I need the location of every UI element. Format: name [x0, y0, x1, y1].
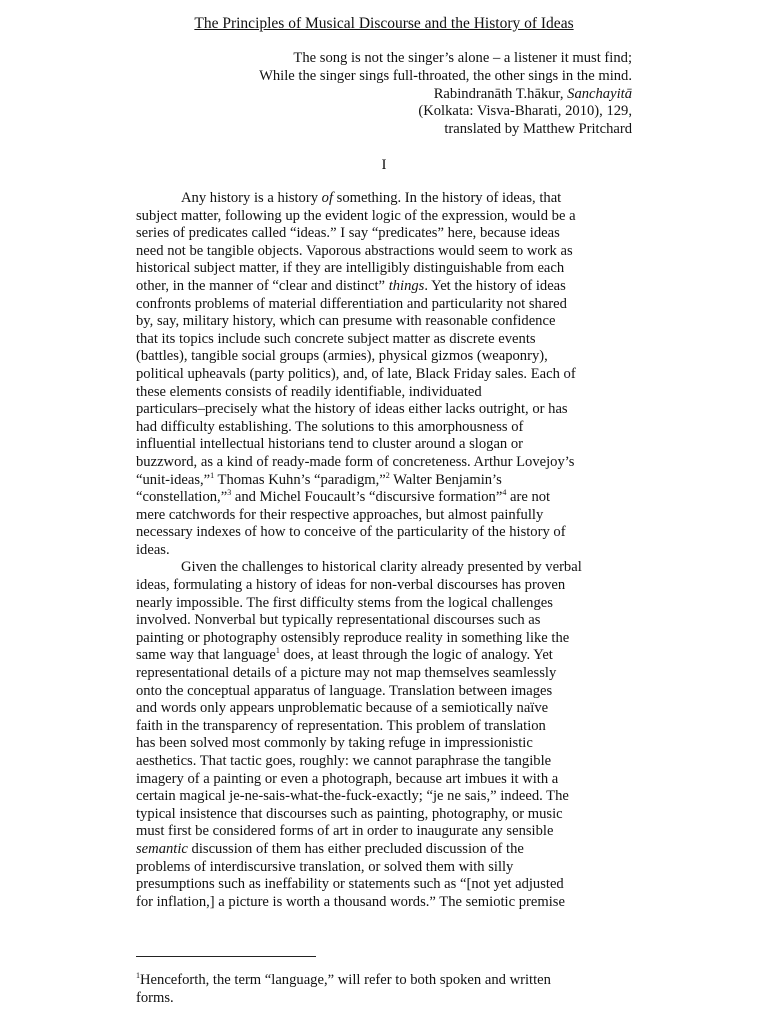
footnote	[136, 972, 636, 1007]
body-line: ideas.	[136, 541, 170, 558]
body-line: subject matter, following up the evident logic of the expression, would be a	[136, 207, 576, 224]
document-title: The Principles of Musical Discourse and the History of Ideas	[194, 15, 574, 32]
text-run: does, at least through the logic of analogy. Yet	[279, 647, 553, 664]
body-line: that its topics include such concrete subject matter as discrete events	[136, 330, 536, 347]
text-run: Any history is a history	[181, 190, 322, 206]
text-run: Thomas Kuhn’s “paradigm,”	[214, 471, 386, 488]
body-line: nearly impossible. The first difficulty stems from the logical challenges	[136, 594, 553, 611]
body-line	[136, 647, 636, 665]
text-run: something. In the history of ideas, that	[333, 190, 562, 206]
body-line: problems of interdiscursive translation, or solved them with silly	[136, 858, 514, 875]
body-line: faith in the transparency of representation. This problem of translation	[136, 717, 546, 734]
body-line: (battles), tangible social groups (armies), physical gizmos (weaponry),	[136, 348, 548, 365]
epigraph-line-1: The song is not the singer’s alone – a listener it must find;	[293, 50, 632, 66]
body-line	[136, 278, 636, 296]
body-line: need not be tangible objects. Vaporous abstractions would seem to work as	[136, 242, 573, 259]
epigraph-author: Rabindranāth T.hākur,	[433, 85, 568, 102]
body-line: had difficulty establishing. The solutions to this amorphousness of	[136, 418, 524, 435]
body-line: series of predicates called “ideas.” I say “predicates” here, because ideas	[136, 225, 560, 242]
body-line: by, say, military history, which can presume with reasonable confidence	[136, 313, 556, 330]
body-line	[136, 190, 636, 208]
italic-run: semantic	[136, 840, 188, 857]
body-line	[136, 841, 636, 859]
epigraph-work: Sanchayitā	[567, 85, 632, 102]
body-line: onto the conceptual apparatus of language. Translation between images	[136, 682, 553, 699]
footnote-separator	[136, 956, 316, 957]
body-line: necessary indexes of how to conceive of the particularity of the history of	[136, 524, 566, 541]
text-run: are not	[506, 489, 551, 506]
body-line: imagery of a painting or even a photograph, because art imbues it with a	[136, 770, 559, 787]
section-number: I	[381, 157, 387, 173]
body-line: painting or photography ostensibly reproduce reality in something like the	[136, 629, 570, 646]
text-run: Walter Benjamin’s	[389, 471, 502, 488]
body-line: involved. Nonverbal but typically representational discourses such as	[136, 612, 541, 629]
body-line	[136, 472, 636, 490]
body-text	[136, 190, 636, 911]
body-line: ideas, formulating a history of ideas for non-verbal discourses has proven	[136, 577, 566, 594]
body-line: Given the challenges to historical clarity already presented by verbal	[181, 559, 582, 576]
footnote-ref[interactable]: 2	[385, 470, 390, 480]
body-line: and words only appears unproblematic because of a semiotically naïve	[136, 700, 549, 717]
body-line: certain magical je-ne-sais-what-the-fuck-exactly; “je ne sais,” indeed. The	[136, 788, 569, 805]
text-run: “unit-ideas,”	[136, 471, 211, 488]
body-line	[136, 489, 636, 507]
footnote-ref[interactable]: 4	[502, 488, 507, 498]
footnote-ref[interactable]: 1	[210, 470, 215, 480]
text-run: discussion of them has either precluded discussion of the	[187, 840, 524, 857]
footnote-line-1	[136, 972, 636, 990]
body-line: mere catchwords for their respective approaches, but almost painfully	[136, 506, 544, 523]
text-run: . Yet the history of ideas	[424, 277, 566, 294]
footnote-marker: 1	[136, 971, 140, 981]
italic-run: things	[388, 277, 425, 294]
body-line: aesthetics. That tactic goes, roughly: we cannot paraphrase the tangible	[136, 753, 552, 769]
body-line: representational details of a picture may not map themselves seamlessly	[136, 665, 557, 682]
body-line: typical insistence that discourses such as painting, photography, or music	[136, 805, 563, 822]
text-run: other, in the manner of “clear and distinct”	[136, 277, 389, 294]
epigraph-attribution	[259, 86, 632, 104]
body-line: particulars–precisely what the history of ideas either lacks outright, or has	[136, 401, 568, 418]
body-line: confronts problems of material differentiation and particularity not shared	[136, 295, 567, 312]
body-line: for inflation,] a picture is worth a thousand words.” The semiotic premise	[136, 893, 565, 910]
text-run: and Michel Foucault’s “discursive formation”	[231, 489, 503, 506]
body-line: presumptions such as ineffability or statements such as “[not yet adjusted	[136, 876, 564, 893]
italic-run: of	[321, 190, 334, 206]
epigraph	[259, 50, 632, 139]
text-run: same way that language	[136, 647, 276, 664]
footnote-ref[interactable]: 1	[275, 646, 280, 656]
epigraph-publication: (Kolkata: Visva-Bharati, 2010), 129,	[418, 103, 632, 120]
footnote-text: Henceforth, the term “language,” will refer to both spoken and written	[140, 972, 551, 988]
footnote-ref[interactable]: 3	[227, 488, 232, 498]
body-line: must first be considered forms of art in order to inaugurate any sensible	[136, 823, 554, 840]
epigraph-translator: translated by Matthew Pritchard	[444, 121, 632, 138]
body-line: buzzword, as a kind of ready-made form of concreteness. Arthur Lovejoy’s	[136, 453, 575, 470]
body-line: historical subject matter, if they are intelligibly distinguishable from each	[136, 260, 565, 277]
body-line: influential intellectual historians tend to cluster around a slogan or	[136, 436, 524, 453]
footnote-line-2: forms.	[136, 989, 174, 1006]
epigraph-line-2: While the singer sings full-throated, the other sings in the mind.	[259, 67, 632, 84]
body-line: political upheavals (party politics), and, of late, Black Friday sales. Each of	[136, 365, 576, 382]
body-line: these elements consists of readily identifiable, individuated	[136, 383, 482, 400]
text-run: “constellation,”	[136, 489, 228, 506]
body-line: has been solved most commonly by taking refuge in impressionistic	[136, 735, 533, 752]
